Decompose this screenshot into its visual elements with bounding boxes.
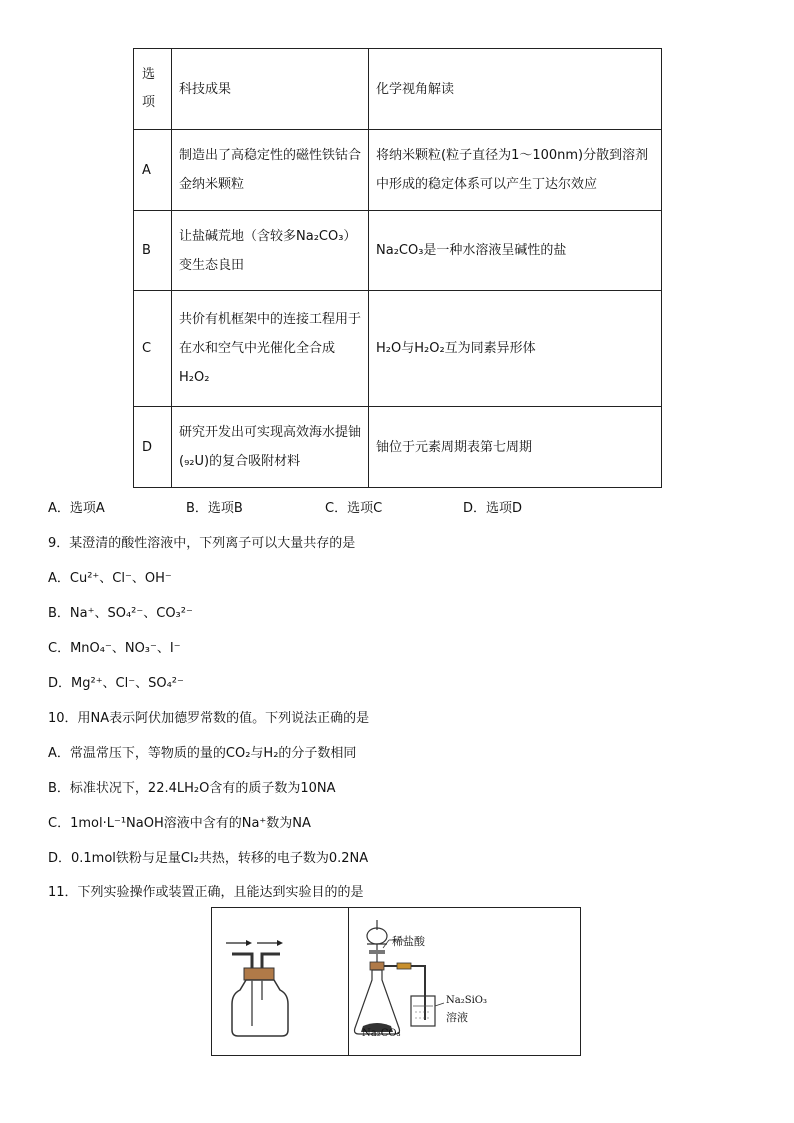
- q8-option-c[interactable]: C．选项C: [325, 501, 383, 516]
- q10-option-c[interactable]: C．1mol·L⁻¹NaOH溶液中含有的Na⁺数为NA: [48, 816, 311, 831]
- row-option: C: [134, 291, 172, 407]
- table-row: [134, 407, 662, 488]
- q9-option-d[interactable]: D．Mg²⁺、Cl⁻、SO₄²⁻: [48, 676, 184, 691]
- q10-option-d[interactable]: D．0.1mol铁粉与足量Cl₂共热，转移的电子数为0.2NA: [48, 851, 369, 866]
- row-interpretation: 铀位于元素周期表第七周期: [369, 407, 662, 488]
- q11-figure: [211, 907, 581, 1056]
- q11-stem: 11．下列实验操作或装置正确，且能达到实验目的的是: [48, 885, 364, 900]
- q8-option-a[interactable]: A．选项A: [48, 501, 105, 516]
- q8-option-b[interactable]: B．选项B: [186, 501, 243, 516]
- header-option: 选项: [134, 49, 172, 130]
- label-solution: 溶液: [446, 1011, 468, 1024]
- row-interpretation: 将纳米颗粒(粒子直径为1～100nm)分散到溶剂中形成的稳定体系可以产生丁达尔效应: [369, 130, 662, 211]
- table-row: [134, 211, 662, 291]
- q9-option-a[interactable]: A．Cu²⁺、Cl⁻、OH⁻: [48, 571, 172, 586]
- row-interpretation: H₂O与H₂O₂互为同素异形体: [369, 291, 662, 407]
- q10-option-a[interactable]: A．常温常压下，等物质的量的CO₂与H₂的分子数相同: [48, 746, 357, 761]
- q9-option-c[interactable]: C．MnO₄⁻、NO₃⁻、I⁻: [48, 641, 181, 656]
- row-achievement: 制造出了高稳定性的磁性铁钴合金纳米颗粒: [172, 130, 369, 211]
- q10-stem: 10．用NA表示阿伏加德罗常数的值。下列说法正确的是: [48, 711, 370, 726]
- row-option: A: [134, 130, 172, 211]
- q8-option-d[interactable]: D．选项D: [463, 501, 523, 516]
- label-dilute-hcl: 稀盐酸: [392, 935, 425, 948]
- table-header-row: [134, 49, 662, 130]
- row-option: B: [134, 211, 172, 291]
- row-achievement: 让盐碱荒地（含较多Na₂CO₃）变生态良田: [172, 211, 369, 291]
- label-na2sio3: Na₂SiO₃: [446, 995, 487, 1006]
- label-na2co3: Na₂CO₃: [362, 1028, 401, 1039]
- row-option: D: [134, 407, 172, 488]
- q10-option-b[interactable]: B．标准状况下，22.4LH₂O含有的质子数为10NA: [48, 781, 336, 796]
- table-row: [134, 130, 662, 211]
- q8-table: [133, 48, 662, 488]
- table-row: [134, 291, 662, 407]
- row-interpretation: Na₂CO₃是一种水溶液呈碱性的盐: [369, 211, 662, 291]
- q9-stem: 9．某澄清的酸性溶液中，下列离子可以大量共存的是: [48, 536, 356, 551]
- gas-washing-bottle: [212, 908, 348, 1055]
- row-achievement: 共价有机框架中的连接工程用于在水和空气中光催化全合成H₂O₂: [172, 291, 369, 407]
- header-interpretation: 化学视角解读: [369, 49, 662, 130]
- q9-option-b[interactable]: B．Na⁺、SO₄²⁻、CO₃²⁻: [48, 606, 193, 621]
- header-achievement: 科技成果: [172, 49, 369, 130]
- row-achievement: 研究开发出可实现高效海水提铀(₉₂U)的复合吸附材料: [172, 407, 369, 488]
